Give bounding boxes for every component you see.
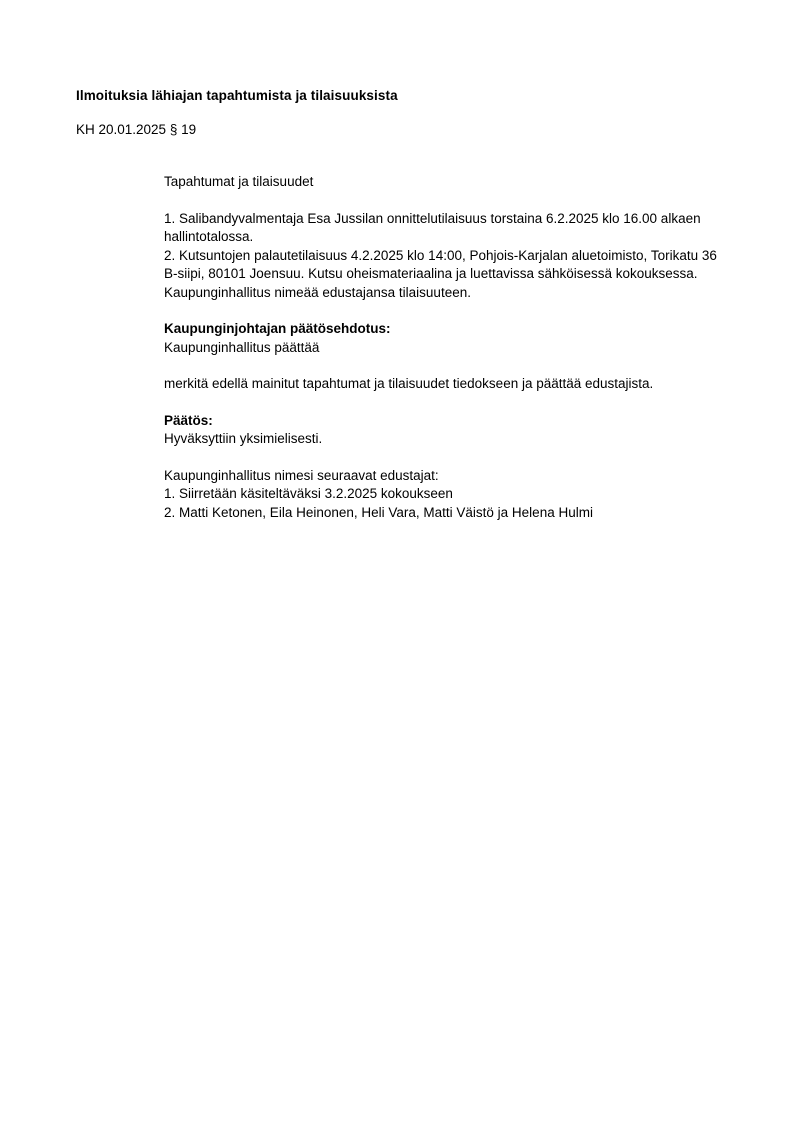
representatives-item-2: 2. Matti Ketonen, Eila Heinonen, Heli Vara, Matti Väistö ja Helena Hulmi [164, 504, 593, 520]
events-list [164, 210, 734, 303]
section-heading-events [164, 173, 734, 192]
document-reference: KH 20.01.2025 § 19 [76, 122, 197, 137]
decision-text: Hyväksyttiin yksimielisesti. [164, 431, 323, 446]
representatives-block [164, 467, 734, 523]
proposal-body-text: merkitä edellä mainitut tapahtumat ja tilaisuudet tiedokseen ja päättää edustajista. [164, 376, 654, 391]
document-body [164, 173, 734, 522]
decision-heading: Päätös: [164, 412, 213, 428]
proposal-block [164, 320, 734, 357]
section-heading-events-text: Tapahtumat ja tilaisuudet [164, 174, 314, 189]
representatives-intro: Kaupunginhallitus nimesi seuraavat edustajat: [164, 467, 439, 483]
document-title: Ilmoituksia lähiajan tapahtumista ja tilaisuuksista [76, 88, 398, 103]
proposal-body [164, 375, 734, 394]
event-item-1: 1. Salibandyvalmentaja Esa Jussilan onnittelutilaisuus torstaina 6.2.2025 klo 16.00 alkaen hallintotalossa. [164, 210, 701, 244]
event-item-2: 2. Kutsuntojen palautetilaisuus 4.2.2025 klo 14:00, Pohjois-Karjalan aluetoimisto, Torikatu 36 B-siipi, 80101 Joensuu. Kutsu oheismateriaalina ja luettavissa sähköisessä kokouksessa. Kaupunginhallitus nimeää edustajansa tilaisuuteen. [164, 247, 717, 300]
proposal-intro-line: Kaupunginhallitus päättää [164, 339, 320, 355]
proposal-heading: Kaupunginjohtajan päätösehdotus: [164, 321, 391, 336]
decision-block [164, 412, 734, 449]
representatives-item-1: 1. Siirretään käsiteltäväksi 3.2.2025 kokoukseen [164, 486, 453, 501]
